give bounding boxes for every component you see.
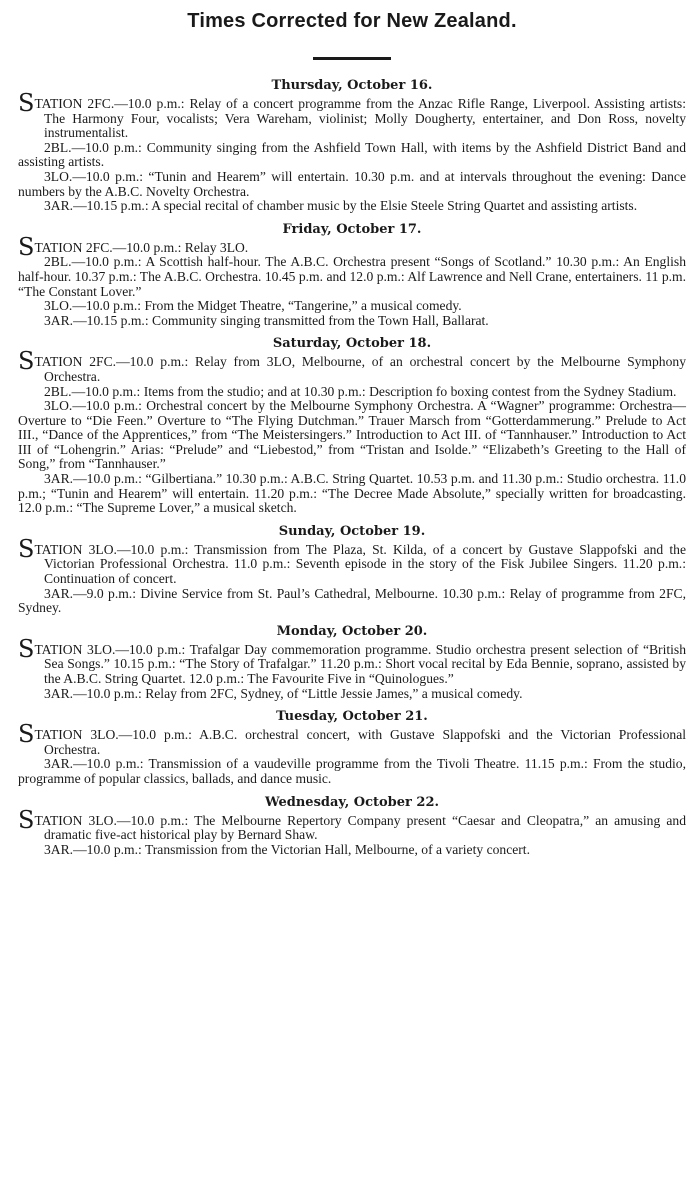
schedule-list: [18, 78, 686, 857]
day-section: [18, 709, 686, 786]
station-entry: 2BL.—10.0 p.m.: Community singing from the Ashfield Town Hall, with items by the Ashfield District Band and assisting artists.: [18, 139, 686, 170]
day-heading: Saturday, October 18.: [272, 336, 432, 352]
day-section: [18, 624, 686, 701]
station-lead-entry: [18, 232, 686, 261]
day-heading: Sunday, October 19.: [278, 523, 426, 539]
station-entry: 3AR.—10.0 p.m.: “Gilbertiana.” 10.30 p.m.: A.B.C. String Quartet. 10.53 p.m. and 11.30 p.m.: Studio orchestra. 11.0 p.m.; “Tunin and Hearem” will entertain. 11.20 p.m.: “The Decree Made Absolute,” specially written for broadcasting. 12.0 p.m.: “The Supreme Lover,” a musical sketch.: [18, 471, 686, 516]
station-lead-text: STATION 3LO.—10.0 p.m.: Trafalgar Day commemoration programme. Studio orchestra present selection of “British Sea Songs.” 10.15 p.m.: “The Story of Trafalgar.” 11.20 p.m.: Short vocal recital by Eda Bennie, soprano, assisted by the A.B.C. String Quartet. 12.0 p.m.: The Favourite Five in “Quinologues.”: [18, 634, 686, 686]
station-lead-text: STATION 2FC.—10.0 p.m.: Relay from 3LO, Melbourne, of an orchestral concert by the Melbourne Symphony Orchestra.: [18, 347, 686, 384]
day-section: [18, 78, 686, 214]
day-heading: Friday, October 17.: [282, 221, 422, 237]
station-lead-text: STATION 2FC.—10.0 p.m.: Relay of a concert programme from the Anzac Rifle Range, Liverpool. Assisting artists: The Harmony Four, vocalists; Vera Wareham, violinist; Molly Dougherty, entertainer, and Don Ross, novelty instrumentalist.: [18, 89, 686, 141]
day-section: [18, 336, 686, 516]
drop-cap-letter: S: [18, 347, 35, 376]
drop-cap-letter: S: [18, 534, 35, 563]
station-entry: 2BL.—10.0 p.m.: Items from the studio; and at 10.30 p.m.: Description fo boxing contest from the Sydney Stadium.: [44, 383, 677, 399]
title-rule: [313, 57, 391, 60]
station-entry: 3LO.—10.0 p.m.: From the Midget Theatre, “Tangerine,” a musical comedy.: [44, 298, 462, 314]
station-lead-text: STATION 3LO.—10.0 p.m.: A.B.C. orchestral concert, with Gustave Slappofski and the Victorian Professional Orchestra.: [18, 720, 686, 757]
day-heading: Wednesday, October 22.: [264, 794, 440, 810]
station-entry: 2BL.—10.0 p.m.: A Scottish half-hour. The A.B.C. Orchestra present “Songs of Scotland.” 10.30 p.m.: An English half-hour. 10.37 p.m.: The A.B.C. Orchestra. 10.45 p.m. and 12.0 p.m.: Alf Lawrence and Nell Crane, entertainers. 11 p.m. “The Constant Lover.”: [18, 254, 686, 299]
station-lead-entry: [18, 634, 686, 687]
station-lead-text: STATION 3LO.—10.0 p.m.: The Melbourne Repertory Company present “Caesar and Cleopatra,” an amusing and dramatic five-act historical play by Bernard Shaw.: [18, 805, 686, 843]
station-lead-entry: [18, 347, 686, 384]
station-entry: 3LO.—10.0 p.m.: Orchestral concert by the Melbourne Symphony Orchestra. A “Wagner” programme: Orchestra—Overture to “Die Feen.” Overture to “The Flying Dutchman.” Trauer Marsch from “Gotterdammerung.” Prelude to Act III., “Dance of the Apprentices,” from “The Meistersingers.” Introduction to Act III. of “Tannhauser.” Introduction to Act III of “Lohengrin.” Arias: “Prelude” and “Liebestod,” from “Tristan and Isolde.” “Elizabeth’s Greeting to the Hall of Song,” from “Tannhauser.”: [18, 398, 686, 472]
station-entry: 3AR.—10.0 p.m.: Transmission of a vaudeville programme from the Tivoli Theatre. 11.15 p.m.: From the studio, programme of popular classics, ballads, and dance music.: [18, 756, 686, 786]
page-title: Times Corrected for New Zealand.: [187, 10, 517, 32]
day-heading: Thursday, October 16.: [271, 78, 433, 93]
station-lead-entry: [18, 534, 686, 587]
station-lead-entry: [18, 805, 686, 843]
station-entry: 3AR.—10.15 p.m.: Community singing transmitted from the Town Hall, Ballarat.: [44, 312, 489, 328]
station-lead-text: STATION 2FC.—10.0 p.m.: Relay 3LO.: [18, 232, 249, 261]
day-section: [18, 524, 686, 616]
drop-cap-letter: S: [18, 720, 35, 749]
day-section: [18, 222, 686, 329]
drop-cap-letter: S: [18, 805, 35, 834]
station-entry: 3AR.—10.0 p.m.: Transmission from the Victorian Hall, Melbourne, of a variety concert.: [44, 841, 530, 857]
day-section: [18, 795, 686, 858]
station-lead-text: STATION 3LO.—10.0 p.m.: Transmission from The Plaza, St. Kilda, of a concert by Gustave Slappofski and the Victorian Professional Orchestra. 11.0 p.m.: Seventh episode in the story of the Fisk Jubilee Singers. 11.20 p.m.: Continuation of concert.: [18, 534, 686, 587]
station-lead-entry: [18, 720, 686, 757]
day-heading: Monday, October 20.: [276, 623, 428, 639]
day-heading: Tuesday, October 21.: [276, 709, 428, 725]
station-entry: 3AR.—9.0 p.m.: Divine Service from St. Paul’s Cathedral, Melbourne. 10.30 p.m.: Relay of programme from 2FC, Sydney.: [18, 585, 686, 616]
station-lead-entry: [18, 89, 686, 141]
drop-cap-letter: S: [18, 634, 35, 663]
station-entry: 3AR.—10.15 p.m.: A special recital of chamber music by the Elsie Steele String Quartet and assisting artists.: [44, 198, 638, 214]
station-entry: 3LO.—10.0 p.m.: “Tunin and Hearem” will entertain. 10.30 p.m. and at intervals throughout the evening: Dance numbers by the A.B.C. Novelty Orchestra.: [18, 168, 686, 199]
drop-cap-letter: S: [18, 232, 35, 261]
station-entry: 3AR.—10.0 p.m.: Relay from 2FC, Sydney, of “Little Jessie James,” a musical comedy.: [44, 685, 523, 701]
drop-cap-letter: S: [18, 89, 35, 117]
